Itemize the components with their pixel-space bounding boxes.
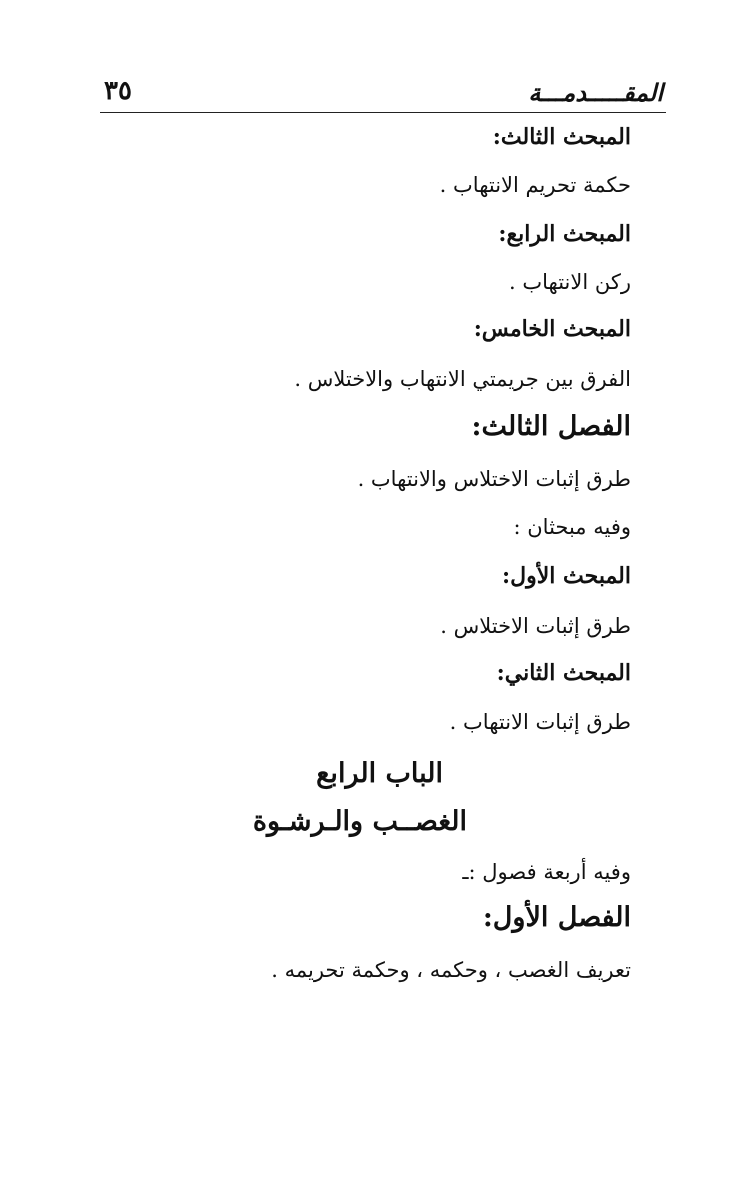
section-heading: المبحث الثالث:: [492, 124, 631, 150]
chapter-heading: الفصل الثالث:: [471, 411, 631, 442]
body-line: طرق إثبات الانتهاب .: [449, 710, 631, 734]
section-heading: المبحث الخامس:: [473, 316, 631, 342]
section-heading: المبحث الثاني:: [496, 660, 631, 686]
page-number: ٣٥: [104, 76, 132, 106]
body-line: وفيه أربعة فصول :ـ: [462, 860, 631, 884]
part-subtitle: الغصــب والـرشـوة: [252, 806, 467, 837]
body-line: الفرق بين جريمتي الانتهاب والاختلاس .: [294, 367, 631, 391]
body-line: طرق إثبات الاختلاس والانتهاب .: [357, 467, 631, 491]
part-title: الباب الرابع: [316, 758, 443, 789]
body-line: وفيه مبحثان :: [513, 515, 631, 539]
body-line: ركن الانتهاب .: [509, 270, 631, 294]
body-line: تعريف الغصب ، وحكمه ، وحكمة تحريمه .: [271, 958, 631, 982]
chapter-heading: الفصل الأول:: [482, 902, 631, 933]
running-title: المقـــــدمـــة: [528, 78, 663, 107]
section-heading: المبحث الأول:: [501, 563, 631, 589]
header-rule: [100, 112, 666, 113]
body-line: حكمة تحريم الانتهاب .: [439, 173, 631, 197]
section-heading: المبحث الرابع:: [498, 221, 631, 247]
body-line: طرق إثبات الاختلاس .: [440, 614, 631, 638]
